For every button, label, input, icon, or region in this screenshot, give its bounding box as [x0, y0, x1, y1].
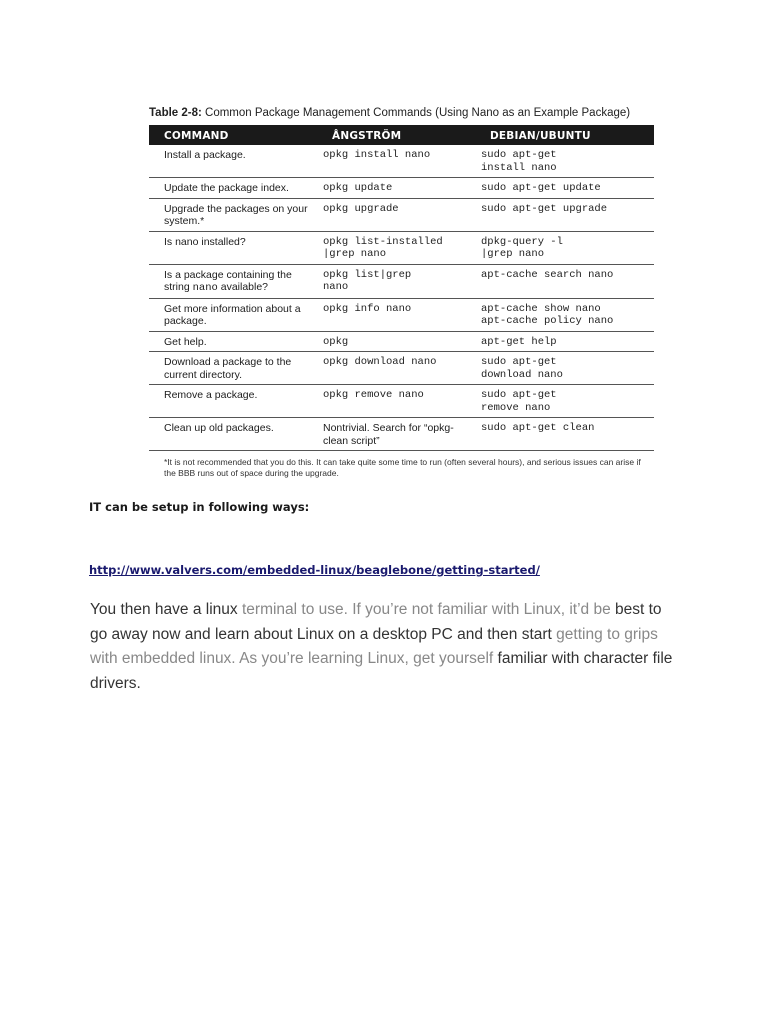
angstrom-cell: opkg list|grep nano: [323, 268, 412, 293]
column-header-debian-ubuntu: DEBIAN/UBUNTU: [475, 125, 654, 145]
command-cell: Get more information about a package.: [149, 298, 317, 331]
package-commands-table-figure: [149, 106, 654, 479]
debian-cell: sudo apt-get clean: [481, 422, 595, 434]
angstrom-cell: opkg list-installed |grep nano: [323, 235, 443, 260]
table-row: [149, 231, 654, 264]
debian-cell: sudo apt-get install nano: [481, 149, 557, 174]
package-commands-table: [149, 125, 654, 451]
angstrom-cell: opkg: [323, 335, 349, 348]
debian-cell: dpkg-query -l |grep nano: [481, 235, 563, 260]
command-cell: Get help.: [149, 331, 317, 352]
table-footnote: *It is not recommended that you do this. It can take quite some time to run (often several hours), and serious issues can arise if the BBB runs out of space during the upgrade.: [164, 457, 641, 478]
angstrom-cell: opkg install nano: [323, 149, 431, 161]
command-cell: Is a package containing the string nano available?: [149, 264, 317, 298]
table-row: [149, 331, 654, 352]
command-cell: Update the package index.: [149, 178, 317, 199]
table-caption-text: Common Package Management Commands (Using Nano as an Example Package): [201, 107, 631, 119]
table-caption-label: Table 2-8:: [149, 107, 202, 119]
command-cell: Install a package.: [149, 145, 317, 178]
command-cell: Clean up old packages.: [149, 418, 317, 451]
table-row: [149, 198, 654, 231]
intro-paragraph: You then have a linux terminal to use. If you’re not familiar with Linux, it’d be best to go away now and learn about Linux on a desktop PC and then start getting to grips with embedded linux. As you’re learning Linux, get yourself familiar with character file drivers.: [90, 601, 673, 692]
table-caption: [149, 106, 654, 120]
valvers-getting-started-link[interactable]: http://www.valvers.com/embedded-linux/beaglebone/getting-started/: [89, 563, 540, 577]
angstrom-cell: opkg download nano: [323, 356, 437, 368]
table-row: [149, 178, 654, 199]
angstrom-cell: opkg upgrade: [323, 202, 399, 215]
table-row: [149, 385, 654, 418]
table-header-row: [149, 125, 654, 145]
command-cell: Remove a package.: [149, 385, 317, 418]
debian-cell: sudo apt-get remove nano: [481, 389, 557, 414]
angstrom-cell: opkg info nano: [323, 302, 412, 315]
table-row: [149, 298, 654, 331]
table-row: [149, 352, 654, 385]
debian-cell: sudo apt-get download nano: [481, 356, 563, 381]
angstrom-cell: Nontrivial. Search for “opkg-clean script”: [323, 422, 454, 447]
table-row: [149, 145, 654, 178]
angstrom-cell: opkg update: [323, 182, 393, 194]
column-header-command: COMMAND: [149, 125, 317, 145]
table-row: [149, 418, 654, 451]
command-cell: Upgrade the packages on your system.*: [149, 198, 317, 231]
debian-cell: sudo apt-get upgrade: [481, 202, 608, 215]
debian-cell: apt-cache search nano: [481, 268, 614, 281]
table-row: [149, 264, 654, 298]
debian-cell: sudo apt-get update: [481, 182, 601, 194]
debian-cell: apt-cache show nano apt-cache policy nano: [481, 302, 614, 327]
inline-code-nano: nano: [192, 282, 218, 294]
angstrom-cell: opkg remove nano: [323, 389, 424, 401]
command-cell: Is nano installed?: [149, 231, 317, 264]
debian-cell: apt-get help: [481, 335, 557, 348]
setup-heading: IT can be setup in following ways:: [89, 500, 310, 514]
column-header-angstrom: ÅNGSTRÖM: [317, 125, 475, 145]
command-cell: Download a package to the current directory.: [149, 352, 317, 385]
